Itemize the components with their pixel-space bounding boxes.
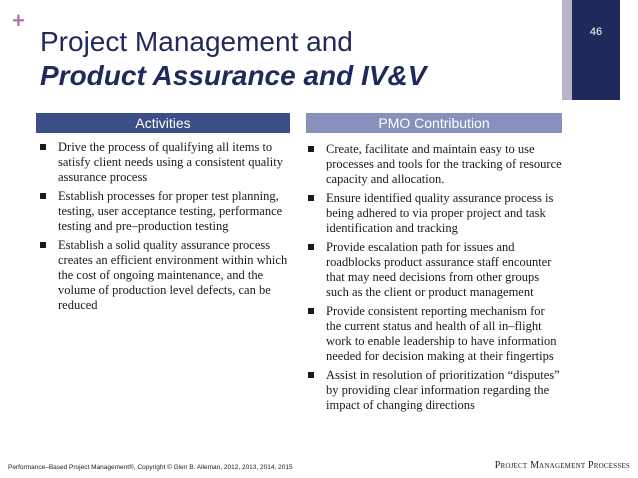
list-item [36, 140, 292, 185]
list-item-text: Drive the process of qualifying all items to satisfy client needs using a consistent quality assurance process [58, 140, 283, 184]
list-item-text: Establish processes for proper test planning, testing, user acceptance testing, performance testing and pre–production testing [58, 189, 283, 233]
slide-title-line2: Product Assurance and IV&V [40, 60, 427, 91]
list-item-text: Provide consistent reporting mechanism for the current status and health of all in–flight work to enable leadership to have information needed for decision making at their fingertips [326, 304, 557, 363]
square-bullet-icon [308, 244, 314, 250]
list-item-text: Establish a solid quality assurance process creates an efficient environment within which the cost of ongoing maintenance, and the volume of production level defects, can be reduced [58, 238, 288, 312]
activities-header: Activities [36, 113, 290, 133]
list-item [304, 304, 562, 364]
footer-copyright: Performance–Based Project Management®, Copyright © Glen B. Alleman, 2012, 2013, 2014, 2015 [8, 464, 293, 471]
list-item-text: Ensure identified quality assurance process is being adhered to via proper project and task identification and tracking [326, 191, 554, 235]
square-bullet-icon [308, 372, 314, 378]
list-item [304, 142, 562, 187]
pmo-contribution-list [304, 142, 562, 417]
page-number: 46 [589, 26, 603, 38]
square-bullet-icon [308, 146, 314, 152]
square-bullet-icon [40, 193, 46, 199]
footer-section-title: Project Management Processes [494, 460, 630, 471]
accent-bar-blue [572, 0, 620, 100]
list-item [304, 191, 562, 236]
pmo-contribution-header: PMO Contribution [306, 113, 562, 133]
square-bullet-icon [40, 242, 46, 248]
list-item [304, 368, 562, 413]
activities-list [36, 140, 292, 317]
list-item-text: Assist in resolution of prioritization “disputes” by providing clear information regarding the impact of changing directions [326, 368, 560, 412]
square-bullet-icon [40, 144, 46, 150]
slide-title-line1: Project Management and [40, 26, 353, 57]
list-item-text: Create, facilitate and maintain easy to use processes and tools for the tracking of resource capacity and allocation. [326, 142, 562, 186]
square-bullet-icon [308, 308, 314, 314]
list-item [304, 240, 562, 300]
list-item-text: Provide escalation path for issues and roadblocks product assurance staff encounter that may need decisions from other groups such as the client or product management [326, 240, 552, 299]
list-item [36, 189, 292, 234]
square-bullet-icon [308, 195, 314, 201]
accent-bar-gray [562, 0, 572, 100]
list-item [36, 238, 292, 313]
plus-mark: + [12, 8, 25, 33]
